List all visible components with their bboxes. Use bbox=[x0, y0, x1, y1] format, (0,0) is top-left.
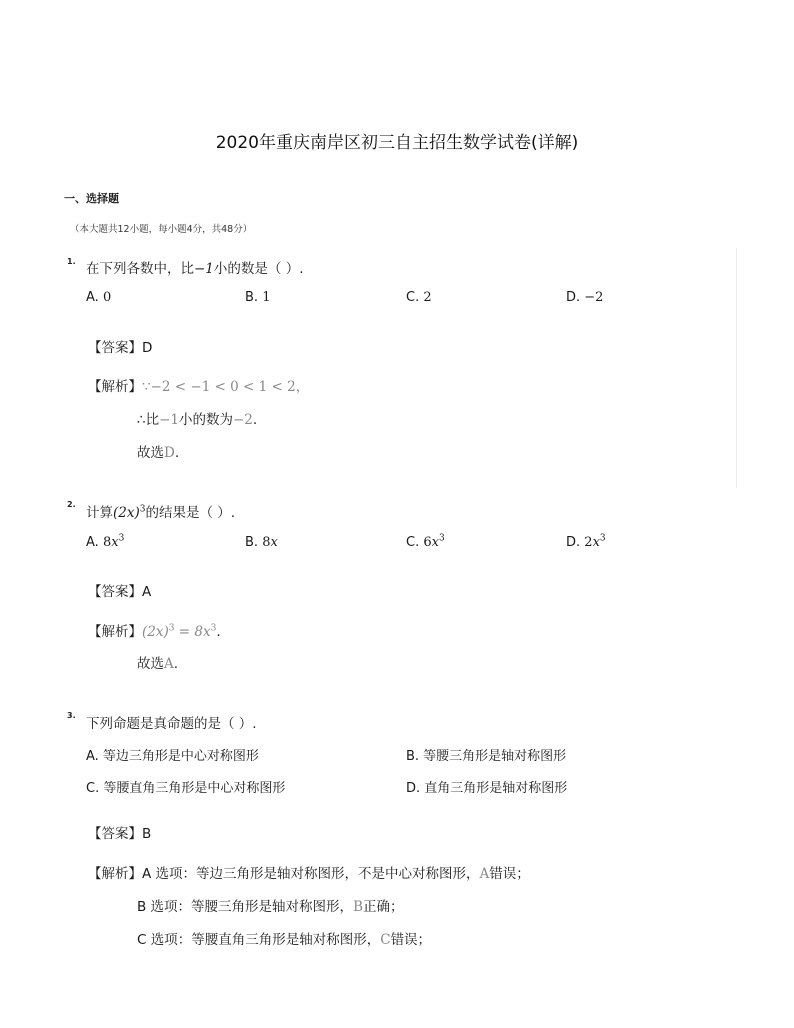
question-2-option-d[interactable]: D. $2x^3$ bbox=[566, 533, 606, 550]
question-1-explanation-line-2: ∴比−1小的数为−2. bbox=[137, 412, 258, 428]
section-heading: 一、选择题 bbox=[64, 192, 119, 205]
question-3-explanation-line-2: B 选项：等腰三角形是轴对称图形，B正确； bbox=[137, 899, 404, 915]
question-1-stem: 在下列各数中，比−1小的数是（ ）. bbox=[86, 261, 304, 277]
question-1-option-d[interactable]: D. −2 bbox=[566, 290, 604, 305]
question-2-option-a[interactable]: A. $8x^3$ bbox=[86, 533, 125, 550]
question-3-explanation: 【解析】A 选项：等边三角形是轴对称图形，不是中心对称图形，A错误； bbox=[88, 866, 530, 882]
question-2-option-c[interactable]: C. $6x^3$ bbox=[406, 533, 445, 550]
question-2-answer: 【答案】A bbox=[88, 584, 152, 600]
question-2-explanation-line-2: 故选A. bbox=[137, 656, 179, 672]
question-3-answer: 【答案】B bbox=[88, 826, 152, 842]
question-3-option-d[interactable]: D. 直角三角形是轴对称图形 bbox=[406, 781, 568, 796]
question-1-option-c[interactable]: C. 2 bbox=[406, 290, 432, 305]
question-3-option-b[interactable]: B. 等腰三角形是轴对称图形 bbox=[406, 749, 567, 764]
question-3-stem: 下列命题是真命题的是（ ）. bbox=[86, 716, 257, 732]
question-3-option-a[interactable]: A. 等边三角形是中心对称图形 bbox=[86, 749, 259, 764]
question-2-number: 2. bbox=[67, 500, 76, 509]
question-3-option-c[interactable]: C. 等腰直角三角形是中心对称图形 bbox=[86, 781, 286, 796]
question-2-option-b[interactable]: B. 8x bbox=[245, 535, 278, 550]
question-1-answer: 【答案】D bbox=[88, 340, 153, 356]
question-1-number: 1. bbox=[67, 257, 76, 266]
question-1-option-a[interactable]: A. 0 bbox=[86, 290, 112, 305]
question-2-stem: 计算$(2x)^3$的结果是（ ）. bbox=[86, 504, 236, 521]
question-3-number: 3. bbox=[67, 711, 76, 720]
page-title: 2020年重庆南岸区初三自主招生数学试卷(详解) bbox=[215, 133, 579, 153]
section-note: （本大题共12小题，每小题4分，共48分） bbox=[70, 224, 253, 235]
question-2-explanation: 【解析】$(2x)^3 = 8x^3$. bbox=[88, 623, 221, 640]
question-1-explanation: 【解析】∵−2 < −1 < 0 < 1 < 2， bbox=[88, 379, 310, 395]
question-1-explanation-line-3: 故选D. bbox=[137, 445, 180, 461]
question-1-option-b[interactable]: B. 1 bbox=[245, 290, 271, 305]
question-3-explanation-line-3: C 选项：等腰直角三角形是轴对称图形，C错误； bbox=[137, 932, 432, 948]
